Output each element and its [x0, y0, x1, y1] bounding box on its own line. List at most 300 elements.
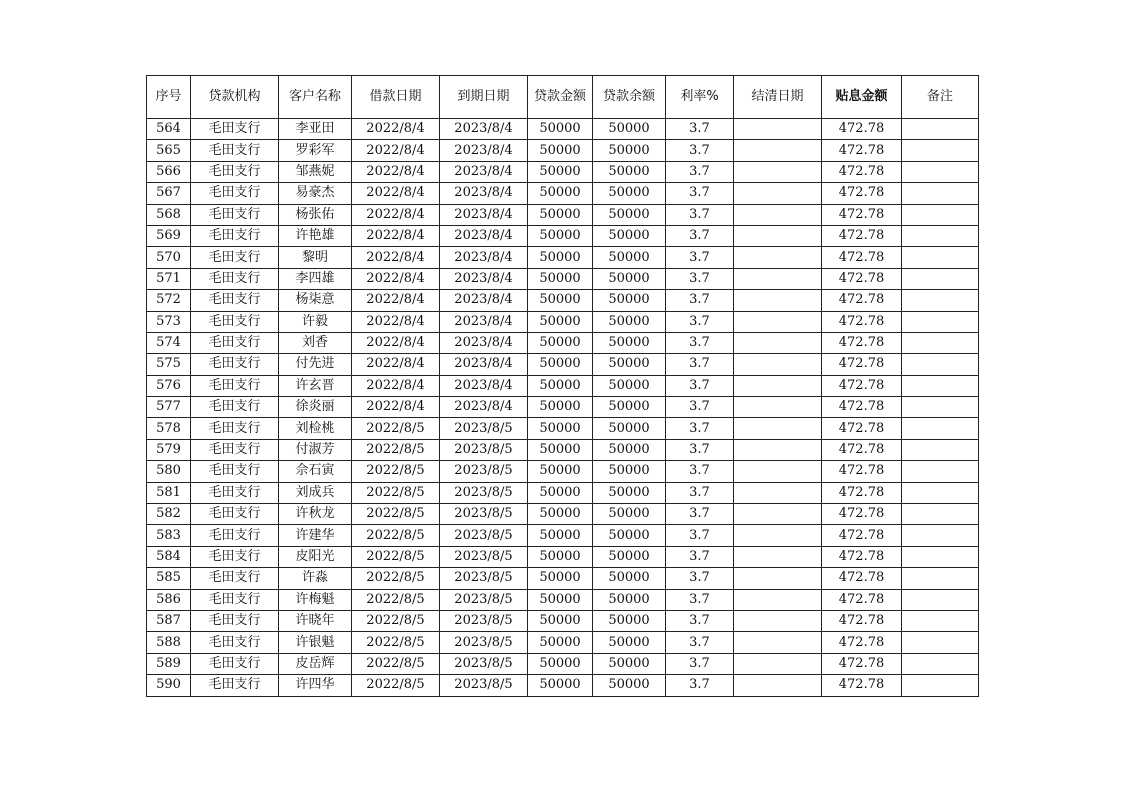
cell-rate: 3.7 [666, 653, 734, 674]
cell-loan_date: 2022/8/5 [352, 482, 440, 503]
column-header-loan_amount: 贷款金额 [528, 76, 593, 119]
cell-rate: 3.7 [666, 589, 734, 610]
cell-branch: 毛田支行 [191, 504, 279, 525]
cell-loan_date: 2022/8/5 [352, 568, 440, 589]
table-row [147, 204, 979, 225]
cell-customer: 刘检桃 [279, 418, 352, 439]
cell-customer: 李四雄 [279, 268, 352, 289]
cell-seq: 587 [147, 610, 191, 631]
cell-customer: 许秋龙 [279, 504, 352, 525]
column-header-remark: 备注 [902, 76, 979, 119]
cell-due_date: 2023/8/4 [440, 140, 528, 161]
cell-seq: 579 [147, 439, 191, 460]
cell-remark [902, 546, 979, 567]
cell-balance: 50000 [593, 675, 666, 696]
column-header-branch: 贷款机构 [191, 76, 279, 119]
cell-due_date: 2023/8/4 [440, 119, 528, 140]
cell-loan_date: 2022/8/5 [352, 461, 440, 482]
cell-balance: 50000 [593, 418, 666, 439]
cell-loan_amount: 50000 [528, 161, 593, 182]
table-row [147, 632, 979, 653]
cell-settle_date [734, 589, 822, 610]
cell-seq: 582 [147, 504, 191, 525]
cell-balance: 50000 [593, 268, 666, 289]
cell-rate: 3.7 [666, 461, 734, 482]
cell-loan_amount: 50000 [528, 268, 593, 289]
cell-customer: 佘石寅 [279, 461, 352, 482]
cell-remark [902, 183, 979, 204]
cell-settle_date [734, 354, 822, 375]
table-row [147, 268, 979, 289]
cell-branch: 毛田支行 [191, 225, 279, 246]
cell-balance: 50000 [593, 354, 666, 375]
cell-customer: 许艳雄 [279, 225, 352, 246]
cell-loan_date: 2022/8/4 [352, 161, 440, 182]
cell-branch: 毛田支行 [191, 482, 279, 503]
cell-remark [902, 632, 979, 653]
cell-subsidy: 472.78 [822, 632, 902, 653]
cell-loan_amount: 50000 [528, 504, 593, 525]
cell-seq: 576 [147, 375, 191, 396]
cell-balance: 50000 [593, 375, 666, 396]
cell-rate: 3.7 [666, 610, 734, 631]
table-row [147, 161, 979, 182]
cell-seq: 571 [147, 268, 191, 289]
cell-loan_date: 2022/8/5 [352, 525, 440, 546]
cell-remark [902, 568, 979, 589]
cell-seq: 565 [147, 140, 191, 161]
table-row [147, 525, 979, 546]
cell-seq: 573 [147, 311, 191, 332]
cell-settle_date [734, 204, 822, 225]
cell-due_date: 2023/8/5 [440, 418, 528, 439]
cell-subsidy: 472.78 [822, 418, 902, 439]
cell-loan_amount: 50000 [528, 204, 593, 225]
cell-loan_amount: 50000 [528, 375, 593, 396]
cell-loan_amount: 50000 [528, 418, 593, 439]
cell-rate: 3.7 [666, 375, 734, 396]
cell-due_date: 2023/8/4 [440, 247, 528, 268]
cell-due_date: 2023/8/5 [440, 568, 528, 589]
cell-loan_date: 2022/8/4 [352, 375, 440, 396]
cell-subsidy: 472.78 [822, 290, 902, 311]
table-row [147, 482, 979, 503]
cell-balance: 50000 [593, 247, 666, 268]
cell-customer: 刘香 [279, 332, 352, 353]
column-header-due_date: 到期日期 [440, 76, 528, 119]
cell-customer: 罗彩军 [279, 140, 352, 161]
cell-customer: 杨柒意 [279, 290, 352, 311]
cell-branch: 毛田支行 [191, 461, 279, 482]
cell-subsidy: 472.78 [822, 504, 902, 525]
cell-branch: 毛田支行 [191, 418, 279, 439]
cell-remark [902, 247, 979, 268]
cell-loan_date: 2022/8/4 [352, 332, 440, 353]
cell-customer: 许玄晋 [279, 375, 352, 396]
cell-seq: 572 [147, 290, 191, 311]
cell-customer: 付先进 [279, 354, 352, 375]
cell-loan_date: 2022/8/5 [352, 675, 440, 696]
table-row [147, 589, 979, 610]
cell-loan_amount: 50000 [528, 247, 593, 268]
cell-rate: 3.7 [666, 397, 734, 418]
cell-loan_amount: 50000 [528, 632, 593, 653]
cell-settle_date [734, 461, 822, 482]
table-row [147, 290, 979, 311]
cell-due_date: 2023/8/4 [440, 290, 528, 311]
cell-loan_amount: 50000 [528, 439, 593, 460]
cell-loan_amount: 50000 [528, 589, 593, 610]
cell-branch: 毛田支行 [191, 119, 279, 140]
cell-seq: 574 [147, 332, 191, 353]
cell-seq: 566 [147, 161, 191, 182]
cell-branch: 毛田支行 [191, 675, 279, 696]
cell-settle_date [734, 675, 822, 696]
table-row [147, 397, 979, 418]
cell-due_date: 2023/8/5 [440, 610, 528, 631]
cell-seq: 588 [147, 632, 191, 653]
cell-rate: 3.7 [666, 268, 734, 289]
cell-balance: 50000 [593, 461, 666, 482]
column-header-rate: 利率% [666, 76, 734, 119]
cell-branch: 毛田支行 [191, 247, 279, 268]
cell-seq: 586 [147, 589, 191, 610]
table-row [147, 225, 979, 246]
cell-branch: 毛田支行 [191, 354, 279, 375]
cell-settle_date [734, 525, 822, 546]
cell-branch: 毛田支行 [191, 439, 279, 460]
cell-subsidy: 472.78 [822, 311, 902, 332]
cell-settle_date [734, 568, 822, 589]
cell-loan_amount: 50000 [528, 354, 593, 375]
cell-remark [902, 589, 979, 610]
cell-branch: 毛田支行 [191, 183, 279, 204]
cell-seq: 578 [147, 418, 191, 439]
cell-settle_date [734, 119, 822, 140]
cell-seq: 567 [147, 183, 191, 204]
table-row [147, 504, 979, 525]
cell-rate: 3.7 [666, 504, 734, 525]
cell-remark [902, 268, 979, 289]
cell-due_date: 2023/8/5 [440, 632, 528, 653]
cell-due_date: 2023/8/5 [440, 504, 528, 525]
cell-loan_amount: 50000 [528, 311, 593, 332]
cell-subsidy: 472.78 [822, 375, 902, 396]
table-row [147, 354, 979, 375]
cell-branch: 毛田支行 [191, 525, 279, 546]
cell-balance: 50000 [593, 589, 666, 610]
cell-customer: 许淼 [279, 568, 352, 589]
cell-seq: 584 [147, 546, 191, 567]
cell-loan_date: 2022/8/5 [352, 632, 440, 653]
table-row [147, 439, 979, 460]
cell-loan_date: 2022/8/5 [352, 610, 440, 631]
cell-settle_date [734, 653, 822, 674]
cell-remark [902, 439, 979, 460]
cell-rate: 3.7 [666, 546, 734, 567]
cell-customer: 许毅 [279, 311, 352, 332]
cell-settle_date [734, 311, 822, 332]
cell-due_date: 2023/8/5 [440, 439, 528, 460]
cell-subsidy: 472.78 [822, 225, 902, 246]
cell-loan_amount: 50000 [528, 397, 593, 418]
cell-balance: 50000 [593, 525, 666, 546]
cell-settle_date [734, 504, 822, 525]
cell-branch: 毛田支行 [191, 632, 279, 653]
cell-due_date: 2023/8/5 [440, 525, 528, 546]
cell-remark [902, 204, 979, 225]
cell-rate: 3.7 [666, 140, 734, 161]
column-header-customer: 客户名称 [279, 76, 352, 119]
table-row [147, 140, 979, 161]
cell-rate: 3.7 [666, 439, 734, 460]
cell-remark [902, 119, 979, 140]
cell-loan_date: 2022/8/5 [352, 504, 440, 525]
cell-subsidy: 472.78 [822, 161, 902, 182]
cell-customer: 徐炎丽 [279, 397, 352, 418]
cell-rate: 3.7 [666, 675, 734, 696]
cell-branch: 毛田支行 [191, 311, 279, 332]
cell-remark [902, 354, 979, 375]
column-header-balance: 贷款余额 [593, 76, 666, 119]
table-row [147, 546, 979, 567]
cell-seq: 583 [147, 525, 191, 546]
cell-loan_date: 2022/8/5 [352, 418, 440, 439]
cell-seq: 580 [147, 461, 191, 482]
cell-due_date: 2023/8/4 [440, 311, 528, 332]
cell-rate: 3.7 [666, 204, 734, 225]
cell-remark [902, 653, 979, 674]
cell-loan_date: 2022/8/4 [352, 268, 440, 289]
cell-subsidy: 472.78 [822, 247, 902, 268]
cell-branch: 毛田支行 [191, 568, 279, 589]
cell-settle_date [734, 610, 822, 631]
cell-rate: 3.7 [666, 354, 734, 375]
cell-balance: 50000 [593, 482, 666, 503]
cell-subsidy: 472.78 [822, 546, 902, 567]
cell-seq: 581 [147, 482, 191, 503]
cell-balance: 50000 [593, 119, 666, 140]
cell-settle_date [734, 225, 822, 246]
cell-branch: 毛田支行 [191, 610, 279, 631]
cell-rate: 3.7 [666, 418, 734, 439]
cell-branch: 毛田支行 [191, 397, 279, 418]
cell-due_date: 2023/8/4 [440, 354, 528, 375]
cell-remark [902, 375, 979, 396]
cell-balance: 50000 [593, 610, 666, 631]
cell-seq: 585 [147, 568, 191, 589]
cell-customer: 皮阳光 [279, 546, 352, 567]
cell-subsidy: 472.78 [822, 525, 902, 546]
cell-rate: 3.7 [666, 225, 734, 246]
cell-branch: 毛田支行 [191, 546, 279, 567]
table-row [147, 418, 979, 439]
table-row [147, 183, 979, 204]
cell-due_date: 2023/8/5 [440, 482, 528, 503]
cell-balance: 50000 [593, 161, 666, 182]
cell-loan_date: 2022/8/5 [352, 589, 440, 610]
cell-balance: 50000 [593, 546, 666, 567]
table-row [147, 375, 979, 396]
cell-settle_date [734, 183, 822, 204]
cell-settle_date [734, 290, 822, 311]
cell-customer: 许梅魁 [279, 589, 352, 610]
cell-loan_date: 2022/8/4 [352, 247, 440, 268]
cell-branch: 毛田支行 [191, 161, 279, 182]
cell-branch: 毛田支行 [191, 268, 279, 289]
cell-loan_date: 2022/8/4 [352, 204, 440, 225]
cell-balance: 50000 [593, 225, 666, 246]
cell-customer: 易豪杰 [279, 183, 352, 204]
cell-balance: 50000 [593, 140, 666, 161]
cell-rate: 3.7 [666, 247, 734, 268]
cell-loan_date: 2022/8/4 [352, 140, 440, 161]
cell-loan_date: 2022/8/4 [352, 311, 440, 332]
cell-loan_date: 2022/8/4 [352, 290, 440, 311]
cell-loan_amount: 50000 [528, 610, 593, 631]
cell-seq: 569 [147, 225, 191, 246]
cell-customer: 付淑芳 [279, 439, 352, 460]
cell-loan_amount: 50000 [528, 140, 593, 161]
cell-remark [902, 461, 979, 482]
cell-due_date: 2023/8/4 [440, 204, 528, 225]
cell-settle_date [734, 418, 822, 439]
cell-seq: 564 [147, 119, 191, 140]
cell-loan_amount: 50000 [528, 525, 593, 546]
cell-customer: 李亚田 [279, 119, 352, 140]
cell-branch: 毛田支行 [191, 290, 279, 311]
table-row [147, 247, 979, 268]
cell-branch: 毛田支行 [191, 332, 279, 353]
cell-balance: 50000 [593, 653, 666, 674]
cell-subsidy: 472.78 [822, 204, 902, 225]
cell-settle_date [734, 161, 822, 182]
cell-settle_date [734, 397, 822, 418]
cell-seq: 570 [147, 247, 191, 268]
cell-customer: 皮岳辉 [279, 653, 352, 674]
table-row [147, 461, 979, 482]
cell-settle_date [734, 247, 822, 268]
cell-rate: 3.7 [666, 632, 734, 653]
column-header-settle_date: 结清日期 [734, 76, 822, 119]
cell-loan_amount: 50000 [528, 461, 593, 482]
cell-customer: 许晓年 [279, 610, 352, 631]
cell-balance: 50000 [593, 568, 666, 589]
cell-loan_amount: 50000 [528, 675, 593, 696]
cell-loan_amount: 50000 [528, 290, 593, 311]
cell-due_date: 2023/8/5 [440, 589, 528, 610]
cell-seq: 589 [147, 653, 191, 674]
cell-rate: 3.7 [666, 119, 734, 140]
cell-seq: 568 [147, 204, 191, 225]
cell-subsidy: 472.78 [822, 482, 902, 503]
cell-loan_date: 2022/8/4 [352, 225, 440, 246]
cell-remark [902, 332, 979, 353]
cell-subsidy: 472.78 [822, 439, 902, 460]
column-header-loan_date: 借款日期 [352, 76, 440, 119]
cell-remark [902, 397, 979, 418]
cell-loan_amount: 50000 [528, 482, 593, 503]
cell-subsidy: 472.78 [822, 653, 902, 674]
cell-settle_date [734, 332, 822, 353]
cell-loan_amount: 50000 [528, 225, 593, 246]
cell-balance: 50000 [593, 332, 666, 353]
cell-due_date: 2023/8/5 [440, 546, 528, 567]
cell-rate: 3.7 [666, 183, 734, 204]
cell-subsidy: 472.78 [822, 140, 902, 161]
cell-branch: 毛田支行 [191, 375, 279, 396]
cell-balance: 50000 [593, 504, 666, 525]
header-row [147, 76, 979, 119]
cell-customer: 黎明 [279, 247, 352, 268]
cell-due_date: 2023/8/4 [440, 161, 528, 182]
cell-loan_date: 2022/8/4 [352, 397, 440, 418]
cell-branch: 毛田支行 [191, 204, 279, 225]
cell-remark [902, 675, 979, 696]
cell-loan_date: 2022/8/5 [352, 546, 440, 567]
cell-loan_amount: 50000 [528, 546, 593, 567]
table-body [147, 119, 979, 697]
cell-settle_date [734, 482, 822, 503]
column-header-subsidy: 贴息金额 [822, 76, 902, 119]
cell-remark [902, 225, 979, 246]
cell-remark [902, 311, 979, 332]
cell-subsidy: 472.78 [822, 397, 902, 418]
cell-due_date: 2023/8/5 [440, 653, 528, 674]
table-row [147, 332, 979, 353]
cell-due_date: 2023/8/5 [440, 461, 528, 482]
cell-loan_amount: 50000 [528, 332, 593, 353]
cell-rate: 3.7 [666, 482, 734, 503]
cell-settle_date [734, 439, 822, 460]
column-header-seq: 序号 [147, 76, 191, 119]
cell-customer: 杨张佑 [279, 204, 352, 225]
cell-loan_amount: 50000 [528, 568, 593, 589]
cell-loan_date: 2022/8/4 [352, 119, 440, 140]
cell-rate: 3.7 [666, 568, 734, 589]
cell-due_date: 2023/8/4 [440, 183, 528, 204]
cell-due_date: 2023/8/4 [440, 225, 528, 246]
cell-settle_date [734, 546, 822, 567]
table-row [147, 610, 979, 631]
cell-remark [902, 482, 979, 503]
cell-remark [902, 610, 979, 631]
cell-subsidy: 472.78 [822, 461, 902, 482]
cell-remark [902, 418, 979, 439]
cell-subsidy: 472.78 [822, 589, 902, 610]
cell-loan_date: 2022/8/4 [352, 354, 440, 375]
cell-settle_date [734, 632, 822, 653]
cell-settle_date [734, 268, 822, 289]
cell-due_date: 2023/8/4 [440, 268, 528, 289]
cell-balance: 50000 [593, 311, 666, 332]
table-row [147, 568, 979, 589]
cell-rate: 3.7 [666, 311, 734, 332]
cell-branch: 毛田支行 [191, 589, 279, 610]
cell-loan_date: 2022/8/4 [352, 183, 440, 204]
loan-subsidy-table [146, 75, 979, 697]
cell-customer: 许四华 [279, 675, 352, 696]
cell-seq: 577 [147, 397, 191, 418]
cell-subsidy: 472.78 [822, 268, 902, 289]
cell-rate: 3.7 [666, 290, 734, 311]
table-row [147, 311, 979, 332]
cell-due_date: 2023/8/4 [440, 397, 528, 418]
cell-branch: 毛田支行 [191, 653, 279, 674]
cell-customer: 刘成兵 [279, 482, 352, 503]
cell-rate: 3.7 [666, 332, 734, 353]
cell-loan_amount: 50000 [528, 653, 593, 674]
